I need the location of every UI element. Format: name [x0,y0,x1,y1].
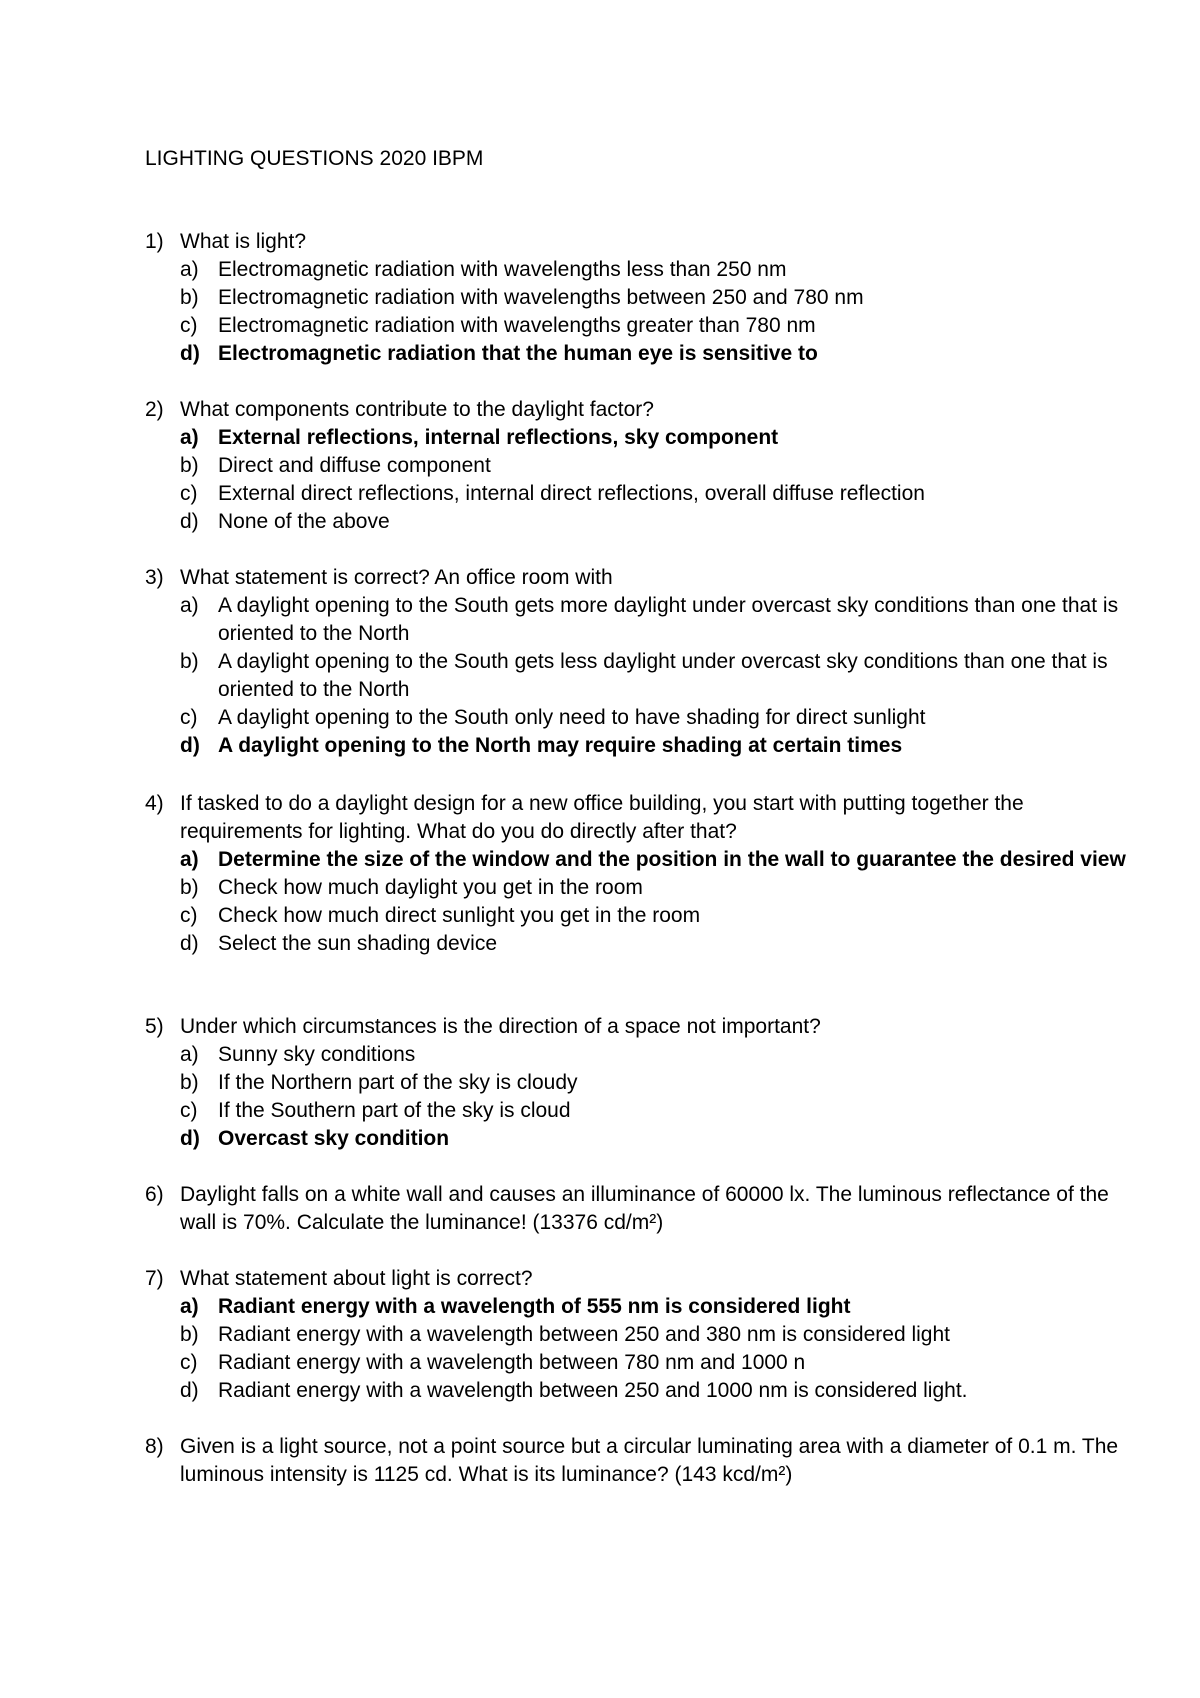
answer-option [145,648,1135,704]
question-number: 1) [145,230,164,253]
option-text: Direct and diffuse component [218,454,491,477]
answer-option [145,508,1135,536]
option-text: Overcast sky condition [218,1127,450,1150]
question-6 [145,1181,1135,1237]
option-letter: d) [180,734,200,757]
question-2 [145,396,1135,536]
document-title: LIGHTING QUESTIONS 2020 IBPM [145,147,484,170]
option-letter: d) [180,342,200,365]
answer-option [145,480,1135,508]
option-text: Electromagnetic radiation with wavelengths between 250 and 780 nm [218,286,864,309]
option-text: External reflections, internal reflections, sky component [218,426,779,449]
answer-option [145,930,1135,958]
option-text: External direct reflections, internal direct reflections, overall diffuse reflection [218,482,925,505]
question-text: Given is a light source, not a point source but a circular luminating area with a diameter of 0.1 m. The luminous intensity is 1125 cd. What is its luminance? (143 kcd/m²) [180,1435,1119,1486]
question-text: What is light? [180,230,307,253]
answer-option [145,592,1135,648]
question-text: Daylight falls on a white wall and causes an illuminance of 60000 lx. The luminous reflectance of the wall is 70%. Calculate the luminance! (13376 cd/m²) [180,1183,1109,1234]
question-text: What components contribute to the daylight factor? [180,398,654,421]
answer-option [145,312,1135,340]
option-letter: a) [180,426,199,449]
option-text: If the Southern part of the sky is cloud [218,1099,571,1122]
question-text-row [145,1433,1135,1489]
option-text: Check how much daylight you get in the room [218,876,643,899]
option-text: If the Northern part of the sky is cloudy [218,1071,578,1094]
option-letter: a) [180,594,199,617]
option-letter: a) [180,1295,199,1318]
question-number: 4) [145,792,164,815]
answer-option-correct [145,1125,1135,1153]
answer-option-correct [145,732,1135,760]
option-text: Electromagnetic radiation that the human eye is sensitive to [218,342,818,365]
option-letter: c) [180,314,198,337]
answer-option-correct [145,340,1135,368]
option-letter: c) [180,706,198,729]
question-number: 2) [145,398,164,421]
question-8 [145,1433,1135,1489]
question-7 [145,1265,1135,1405]
answer-option [145,1377,1135,1405]
option-letter: c) [180,1351,198,1374]
option-letter: a) [180,848,199,871]
option-letter: d) [180,1127,200,1150]
option-text: Sunny sky conditions [218,1043,416,1066]
option-text: Electromagnetic radiation with wavelengths greater than 780 nm [218,314,816,337]
option-letter: c) [180,1099,198,1122]
answer-option [145,1097,1135,1125]
option-letter: c) [180,904,198,927]
option-text: Radiant energy with a wavelength between 250 and 1000 nm is considered light. [218,1379,968,1402]
option-letter: b) [180,286,199,309]
answer-option [145,1321,1135,1349]
question-text: Under which circumstances is the direction of a space not important? [180,1015,821,1038]
answer-option [145,1069,1135,1097]
option-letter: d) [180,510,199,533]
option-letter: a) [180,258,199,281]
option-letter: b) [180,454,199,477]
question-text-row [145,1013,1135,1041]
answer-option-correct [145,1293,1135,1321]
question-5 [145,1013,1135,1153]
answer-option-correct [145,424,1135,452]
answer-option [145,1349,1135,1377]
question-1 [145,228,1135,368]
option-text: Radiant energy with a wavelength of 555 nm is considered light [218,1295,851,1318]
option-text: Select the sun shading device [218,932,498,955]
question-3 [145,564,1135,760]
option-letter: d) [180,1379,199,1402]
option-letter: a) [180,1043,199,1066]
option-text: None of the above [218,510,390,533]
answer-option [145,1041,1135,1069]
option-text: Electromagnetic radiation with wavelengths less than 250 nm [218,258,787,281]
option-text: A daylight opening to the North may require shading at certain times [218,734,903,757]
question-number: 7) [145,1267,164,1290]
answer-option [145,256,1135,284]
option-letter: b) [180,650,199,673]
option-text: Radiant energy with a wavelength between 780 nm and 1000 n [218,1351,806,1374]
option-text: Determine the size of the window and the position in the wall to guarantee the desired view [218,848,1126,871]
answer-option [145,284,1135,312]
question-text-row [145,396,1135,424]
question-text: What statement about light is correct? [180,1267,533,1290]
question-text-row [145,564,1135,592]
option-text: Check how much direct sunlight you get in the room [218,904,701,927]
option-text: A daylight opening to the South only need to have shading for direct sunlight [218,706,926,729]
answer-option [145,874,1135,902]
answer-option [145,704,1135,732]
option-letter: d) [180,932,199,955]
question-text-row [145,1181,1135,1237]
answer-option-correct [145,846,1135,874]
option-text: A daylight opening to the South gets more daylight under overcast sky conditions than one that is oriented to the North [218,594,1119,645]
option-letter: b) [180,1323,199,1346]
option-letter: b) [180,876,199,899]
option-letter: b) [180,1071,199,1094]
question-text-row [145,1265,1135,1293]
question-number: 8) [145,1435,164,1458]
option-letter: c) [180,482,198,505]
question-text-row [145,228,1135,256]
question-number: 3) [145,566,164,589]
question-text-row [145,790,1135,846]
question-text: If tasked to do a daylight design for a new office building, you start with putting together the requirements for lighting. What do you do directly after that? [180,792,1024,843]
option-text: Radiant energy with a wavelength between 250 and 380 nm is considered light [218,1323,950,1346]
question-number: 5) [145,1015,164,1038]
answer-option [145,452,1135,480]
answer-option [145,902,1135,930]
question-4 [145,790,1135,958]
question-text: What statement is correct? An office room with [180,566,613,589]
question-number: 6) [145,1183,164,1206]
option-text: A daylight opening to the South gets less daylight under overcast sky conditions than one that is oriented to the North [218,650,1108,701]
